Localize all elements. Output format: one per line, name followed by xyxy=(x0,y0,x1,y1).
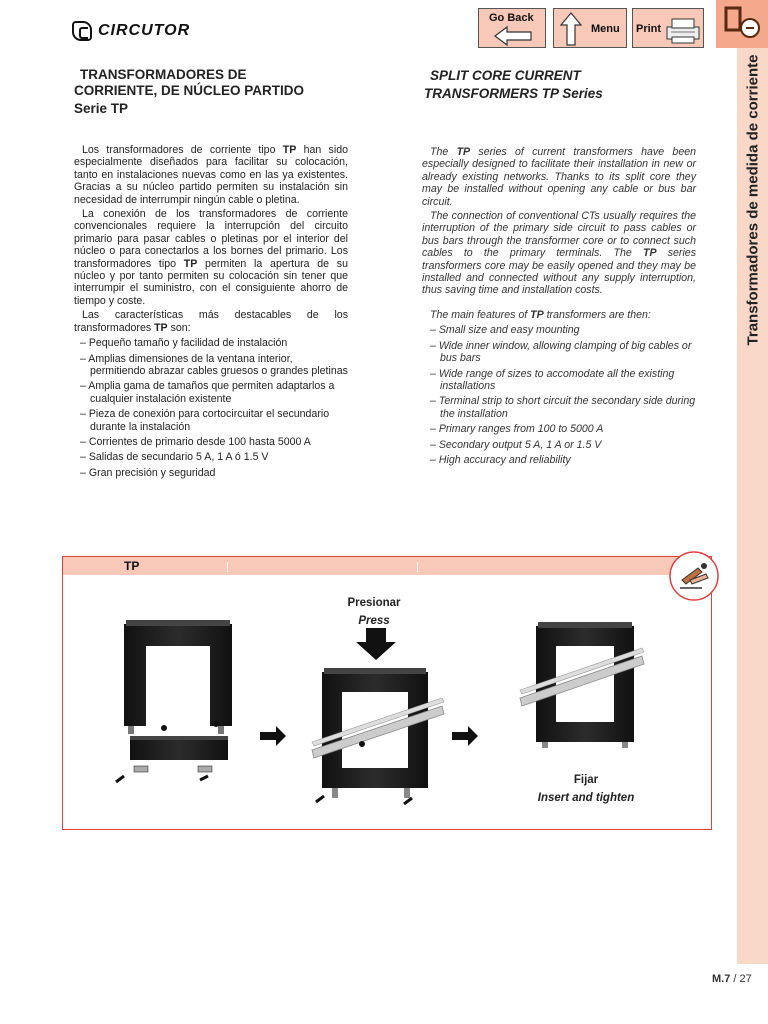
tp-emphasis: TP xyxy=(154,321,168,334)
section-side-title xyxy=(737,40,768,360)
list-item: – High accuracy and reliability xyxy=(430,453,571,466)
list-item: – Secondary output 5 A, 1 A or 1.5 V xyxy=(430,438,602,451)
header-divider xyxy=(417,562,418,572)
spanish-title-line2: CORRIENTE, DE NÚCLEO PARTIDO xyxy=(74,83,305,98)
list-item: – Amplias dimensiones de la ventana interior, permitiendo abrazar cables gruesos o grandes pletinas xyxy=(80,352,348,377)
text: The xyxy=(430,146,457,158)
tp-emphasis: TP xyxy=(456,146,471,158)
list-item: – Amplia gama de tamaños que permiten adaptarlos a cualquier instalación existente xyxy=(80,380,335,405)
menu-label: Menu xyxy=(591,23,620,35)
press-label-es: Presionar xyxy=(347,597,401,609)
text: permiten la apertura de su núcleo y por tanto permiten su colocación sin tener que interrumpir el suministro, con el consiguiente ahorro de tiempo y coste. xyxy=(74,257,349,307)
text: La conexión de los transformadores de corriente convencionales requiere la interrupción del circuito primario para pasar cables o pletinas por el interior del núcleo o para conectarlos a los bornes del primario. Los transformadores tipo xyxy=(74,208,348,270)
fix-label-en: Insert and tighten xyxy=(537,792,635,804)
english-paragraph-2 xyxy=(422,210,696,297)
tp-emphasis: TP xyxy=(530,308,544,321)
section-side-title-text: Transformadores de medida de corriente xyxy=(744,54,761,346)
go-back-label: Go Back xyxy=(489,12,534,24)
go-back-button[interactable] xyxy=(478,8,546,48)
english-text-column xyxy=(422,146,696,469)
opened-core-step xyxy=(116,620,232,782)
page-number xyxy=(712,973,752,985)
text: Las características más destacables de los transformadores xyxy=(74,309,348,334)
spanish-title xyxy=(74,67,374,99)
english-title-line1: SPLIT CORE CURRENT xyxy=(430,68,581,83)
list-item: – Small size and easy mounting xyxy=(430,324,580,337)
tp-emphasis: TP xyxy=(282,144,297,156)
text: transformers are then: xyxy=(543,308,651,321)
list-item: – Wide inner window, allowing clamping of big cables or bus bars xyxy=(430,339,692,365)
text: The main features of xyxy=(430,308,531,321)
list-item: – Pieza de conexión para cortocircuitar el secundario durante la instalación xyxy=(80,408,330,433)
spanish-title-line1: TRANSFORMADORES DE xyxy=(80,67,247,82)
spanish-paragraph-1 xyxy=(74,144,348,206)
circutor-logo xyxy=(72,20,190,42)
text: The connection of conventional CTs usually requires the interruption of the primary side circuit to pass cables or bus bars through the transformer core or to connect such cables to the primary terminals. The xyxy=(422,210,696,260)
english-paragraph-1 xyxy=(422,146,696,208)
tp-emphasis: TP xyxy=(183,257,198,270)
english-feature-list xyxy=(422,324,696,466)
spanish-feature-list xyxy=(74,337,348,479)
text: series transformers core may be easily opened and they may be installed and connected without any supply interruption, thus saving time and installation costs. xyxy=(422,247,696,297)
figure-header-bar xyxy=(63,557,711,575)
circutor-logo-icon xyxy=(72,21,92,41)
menu-button[interactable] xyxy=(553,8,627,48)
list-item: – Pequeño tamaño y facilidad de instalación xyxy=(80,337,288,350)
list-item: – Corrientes de primario desde 100 hasta 5000 A xyxy=(80,435,311,448)
spanish-paragraph-2 xyxy=(74,208,348,307)
list-item: – Gran precisión y seguridad xyxy=(80,466,216,479)
english-paragraph-3 xyxy=(422,309,696,321)
text: series of current transformers have been especially designed to facilitate their installation in new or already existing networks. Thanks to its split core they may be installed without opening any cable or bus bar circuit. xyxy=(422,146,696,208)
page-total: / 27 xyxy=(730,973,752,985)
english-series-title: TP Series xyxy=(541,86,603,101)
english-title-line2: TRANSFORMERS xyxy=(424,86,538,101)
header-divider xyxy=(227,562,228,572)
spanish-series-title: Serie TP xyxy=(74,101,129,116)
print-button[interactable] xyxy=(632,8,704,48)
step-arrow-icon xyxy=(260,726,286,746)
print-label: Print xyxy=(636,23,662,35)
tp-emphasis: TP xyxy=(642,247,657,260)
arrow-up-icon xyxy=(560,12,582,46)
english-title xyxy=(424,67,684,103)
step-arrow-icon xyxy=(452,726,478,746)
spanish-text-column xyxy=(74,144,348,482)
text: Los transformadores de corriente tipo xyxy=(82,144,283,156)
press-step xyxy=(312,628,444,804)
figure-header-label: TP xyxy=(124,559,140,573)
fixed-core-step xyxy=(520,622,644,748)
printer-icon xyxy=(663,15,703,45)
list-item: – Terminal strip to short circuit the secondary side during the installation xyxy=(430,395,696,420)
text: son: xyxy=(167,321,191,334)
text: han sido especialmente diseñados para facilitar su colocación, tanto en instalaciones nuevas como en las ya existentes. Gracias a su núcleo partido permiten su instalación sin necesidad de interrumpir ningún cable o pletina. xyxy=(74,144,348,206)
list-item: – Salidas de secundario 5 A, 1 A ó 1.5 V xyxy=(80,451,269,464)
fix-label-es: Fijar xyxy=(573,774,599,786)
list-item: – Primary ranges from 100 to 5000 A xyxy=(430,423,604,436)
page-code: M.7 xyxy=(712,973,731,985)
spanish-paragraph-3 xyxy=(74,309,348,334)
logo-text: CIRCUTOR xyxy=(98,22,191,39)
press-label-en: Press xyxy=(358,615,390,627)
arrow-left-icon xyxy=(493,26,533,46)
list-item: – Wide range of sizes to accomodate all the existing installations xyxy=(430,367,675,392)
